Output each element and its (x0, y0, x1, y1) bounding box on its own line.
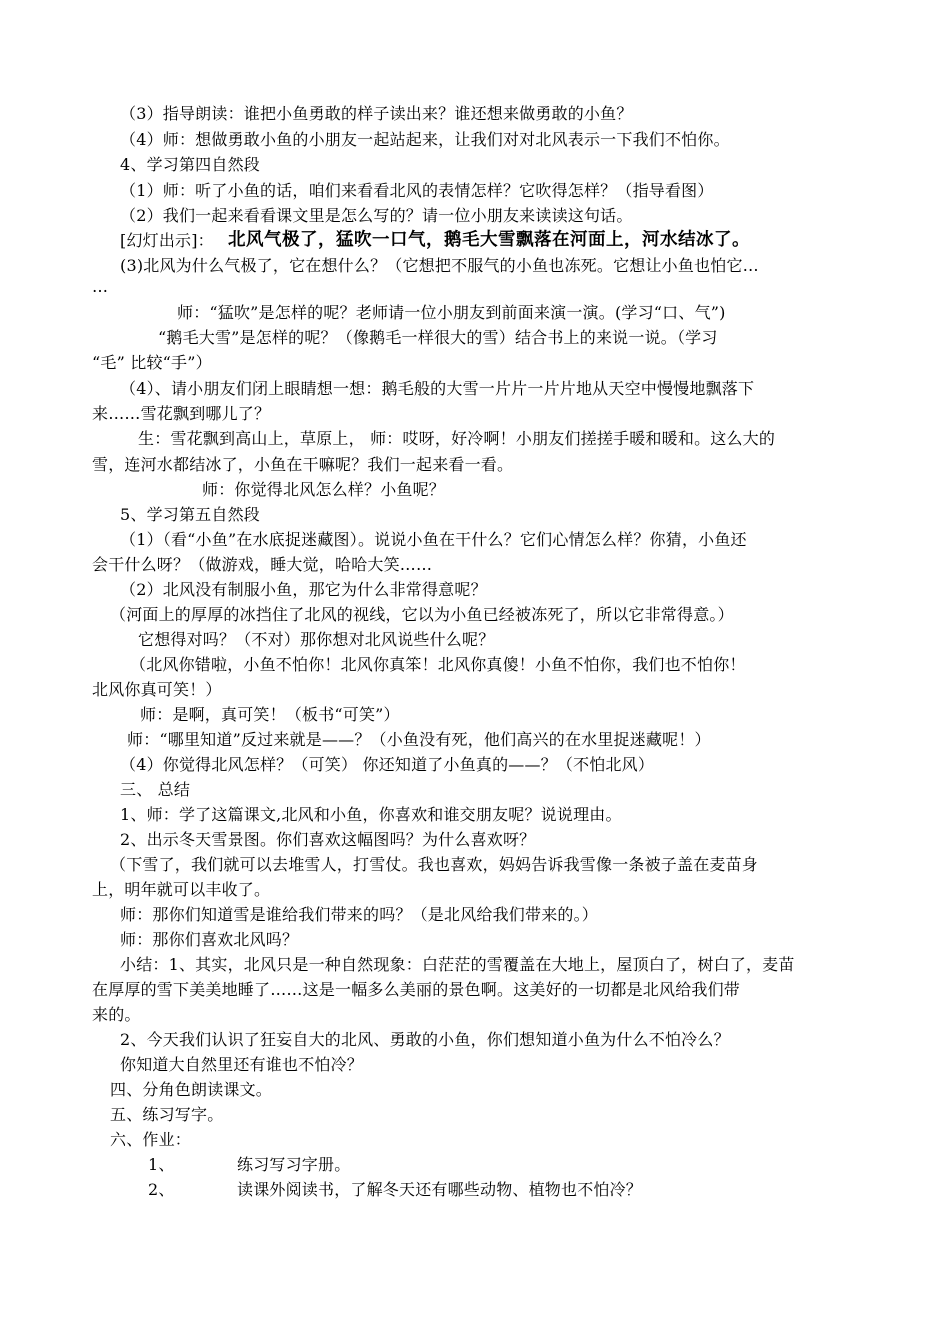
section-heading: 四、分角色朗读课文。 (110, 1080, 273, 1099)
text-line: 来……雪花飘到哪儿了？ (92, 404, 271, 423)
text-line: （1）（看“小鱼”在水底捉迷藏图）。说说小鱼在干什么？它们心情怎么样？你猜，小鱼还 (120, 530, 747, 549)
text-line: … (92, 277, 109, 296)
text-line: （4）你觉得北风怎样？（可笑） 你还知道了小鱼真的——？（不怕北风） (120, 755, 655, 774)
text-line: 师：那你们喜欢北风吗？ (120, 930, 299, 949)
text-line: 你知道大自然里还有谁也不怕冷？ (120, 1055, 364, 1074)
text-line: 2、出示冬天雪景图。你们喜欢这幅图吗？为什么喜欢呀？ (120, 830, 536, 849)
text-line: 1、师：学了这篇课文,北风和小鱼，你喜欢和谁交朋友呢？说说理由。 (120, 805, 622, 824)
homework-number: 2、 (148, 1180, 175, 1199)
text-line: （2）我们一起来看看课文里是怎么写的？请一位小朋友来读读这句话。 (120, 206, 633, 225)
section-heading: 三、 总结 (120, 780, 191, 799)
slide-text: 北风气极了，猛吹一口气，鹅毛大雪飘落在河面上，河水结冰了。 (228, 230, 750, 250)
text-line: 师：“猛吹”是怎样的呢？老师请一位小朋友到前面来演一演。(学习“口、气”) (177, 303, 726, 322)
text-line: （4）、请小朋友们闭上眼睛想一想：鹅毛般的大雪一片片一片片地从天空中慢慢地飘落下 (120, 379, 755, 398)
text-line: （北风你错啦，小鱼不怕你！北风你真笨！北风你真傻！小鱼不怕你，我们也不怕你！ (130, 655, 746, 674)
text-line: （河面上的厚厚的冰挡住了北风的视线，它以为小鱼已经被冻死了，所以它非常得意。） (110, 605, 734, 624)
text-line: （4）师：想做勇敢小鱼的小朋友一起站起来，让我们对对北风表示一下我们不怕你。 (120, 130, 730, 149)
text-line: 会干什么呀？（做游戏，睡大觉，哈哈大笑…… (92, 555, 433, 574)
text-line: 师：是啊，真可笑！（板书“可笑”） (140, 705, 400, 724)
text-line: 师：那你们知道雪是谁给我们带来的吗？（是北风给我们带来的。） (120, 905, 599, 924)
homework-item: 读课外阅读书，了解冬天还有哪些动物、植物也不怕冷？ (237, 1180, 643, 1199)
section-heading: 六、作业： (110, 1130, 192, 1149)
text-line: 2、今天我们认识了狂妄自大的北风、勇敢的小鱼，你们想知道小鱼为什么不怕冷么？ (120, 1030, 730, 1049)
text-line: 生：雪花飘到高山上，草原上， 师：哎呀，好冷啊！小朋友们搓搓手暖和暖和。这么大的 (138, 429, 776, 448)
text-line: 上，明年就可以丰收了。 (92, 880, 271, 899)
text-line: （下雪了，我们就可以去堆雪人，打雪仗。我也喜欢，妈妈告诉我雪像一条被子盖在麦苗身 (110, 855, 759, 874)
summary-line: 在厚厚的雪下美美地睡了……这是一幅多么美丽的景色啊。这美好的一切都是北风给我们带 (92, 980, 741, 999)
summary-line: 来的。 (92, 1005, 141, 1024)
section-heading: 5、学习第五自然段 (120, 505, 260, 524)
homework-item: 练习写习字册。 (237, 1155, 351, 1174)
text-line: 师：你觉得北风怎么样？小鱼呢？ (202, 480, 446, 499)
text-line: 师：“哪里知道”反过来就是——？（小鱼没有死，他们高兴的在水里捉迷藏呢！） (127, 730, 711, 749)
text-line: （1）师：听了小鱼的话，咱们来看看北风的表情怎样？它吹得怎样？（指导看图） (120, 181, 714, 200)
text-line: 雪，连河水都结冰了，小鱼在干嘛呢？我们一起来看一看。 (92, 455, 514, 474)
slide-label: [幻灯出示]： (120, 231, 214, 250)
summary-line: 小结：1、其实，北风只是一种自然现象：白茫茫的雪覆盖在大地上，屋顶白了，树白了，麦苗 (120, 955, 795, 974)
section-heading: 4、学习第四自然段 (120, 155, 260, 174)
text-line: “毛” 比较“手”） (92, 353, 212, 372)
text-line: 它想得对吗？（不对）那你想对北风说些什么呢？ (138, 630, 495, 649)
homework-number: 1、 (148, 1155, 175, 1174)
text-line: “鹅毛大雪”是怎样的呢？（像鹅毛一样很大的雪）结合书上的来说一说。（学习 (158, 328, 718, 347)
text-line: （2）北风没有制服小鱼，那它为什么非常得意呢？ (120, 580, 487, 599)
text-line: （3）指导朗读：谁把小鱼勇敢的样子读出来？谁还想来做勇敢的小鱼？ (120, 104, 633, 123)
section-heading: 五、练习写字。 (110, 1105, 224, 1124)
text-line: (3)北风为什么气极了，它在想什么？（它想把不服气的小鱼也冻死。它想让小鱼也怕它… (120, 256, 759, 275)
text-line: 北风你真可笑！） (92, 680, 222, 699)
